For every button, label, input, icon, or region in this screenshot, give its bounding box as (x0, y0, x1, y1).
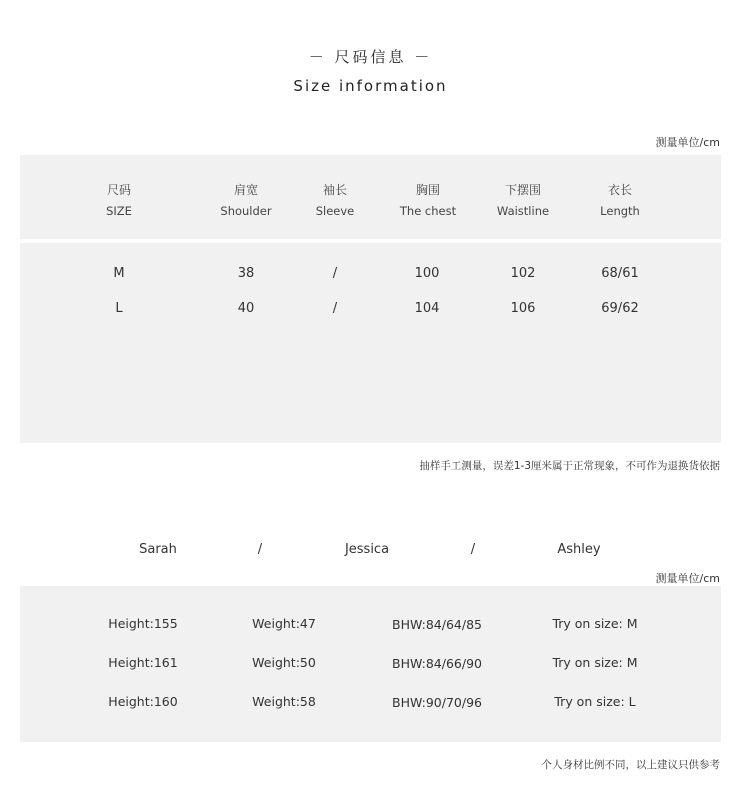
model-name-jessica: Jessica (344, 542, 390, 557)
size-table-header (20, 155, 721, 239)
header-sleeve (316, 181, 355, 218)
header-size-cn: 尺码 (106, 183, 131, 197)
model-try-size: Try on size: M (552, 616, 638, 631)
table-cell: 69/62 (601, 301, 639, 316)
model-weight: Weight:58 (252, 694, 316, 709)
header-size-en: SIZE (106, 204, 132, 218)
table-cell: M (113, 266, 125, 281)
model-name-ashley: Ashley (557, 542, 601, 557)
size-disclaimer: 抽样手工测量，误差1-3厘米属于正常现象，不可作为退换货依据 (419, 460, 720, 472)
unit-label: 测量单位/cm (655, 136, 720, 149)
header-chest-en: The chest (399, 204, 457, 218)
header-sleeve-cn: 袖长 (322, 183, 347, 197)
header-chest-cn: 胸围 (415, 183, 441, 197)
header-shoulder-cn: 肩宽 (233, 183, 258, 197)
header-chest (400, 181, 456, 218)
header-length (600, 181, 640, 218)
table-cell: 68/61 (601, 266, 639, 281)
model-height: Height:161 (108, 655, 178, 670)
title-chinese: － 尺码信息 － (308, 48, 433, 66)
header-waistline-en: Waistline (496, 204, 550, 218)
header-waistline (497, 181, 549, 218)
header-waistline-cn: 下摆围 (504, 183, 542, 197)
models-table (20, 586, 721, 742)
header-size (106, 181, 132, 218)
table-cell: 38 (237, 266, 255, 281)
table-cell: 104 (414, 301, 440, 316)
model-weight: Weight:50 (252, 655, 316, 670)
header-shoulder (220, 181, 271, 218)
header-sleeve-en: Sleeve (315, 204, 355, 218)
model-bhw: BHW:90/70/96 (392, 695, 482, 710)
model-bhw: BHW:84/64/85 (392, 617, 482, 632)
model-separator: / (470, 542, 476, 557)
model-weight: Weight:47 (252, 616, 316, 631)
model-bhw: BHW:84/66/90 (392, 656, 482, 671)
model-try-size: Try on size: L (554, 694, 636, 709)
model-name-sarah: Sarah (139, 542, 177, 557)
model-separator: / (257, 542, 263, 557)
table-cell: / (332, 301, 338, 316)
model-height: Height:160 (108, 694, 178, 709)
model-height: Height:155 (108, 616, 178, 631)
table-cell: / (332, 266, 338, 281)
header-length-en: Length (600, 204, 640, 218)
table-cell: 40 (237, 301, 255, 316)
size-table-body (20, 243, 721, 443)
models-disclaimer: 个人身材比例不同，以上建议只供参考 (541, 759, 720, 771)
models-unit-label: 测量单位/cm (655, 572, 720, 585)
table-cell: 106 (510, 301, 536, 316)
title-english: Size information (293, 77, 448, 95)
table-cell: 100 (414, 266, 440, 281)
table-cell: L (115, 301, 123, 316)
header-length-cn: 衣长 (607, 183, 633, 197)
table-cell: 102 (510, 266, 536, 281)
header-shoulder-en: Shoulder (220, 204, 272, 218)
model-try-size: Try on size: M (552, 655, 638, 670)
